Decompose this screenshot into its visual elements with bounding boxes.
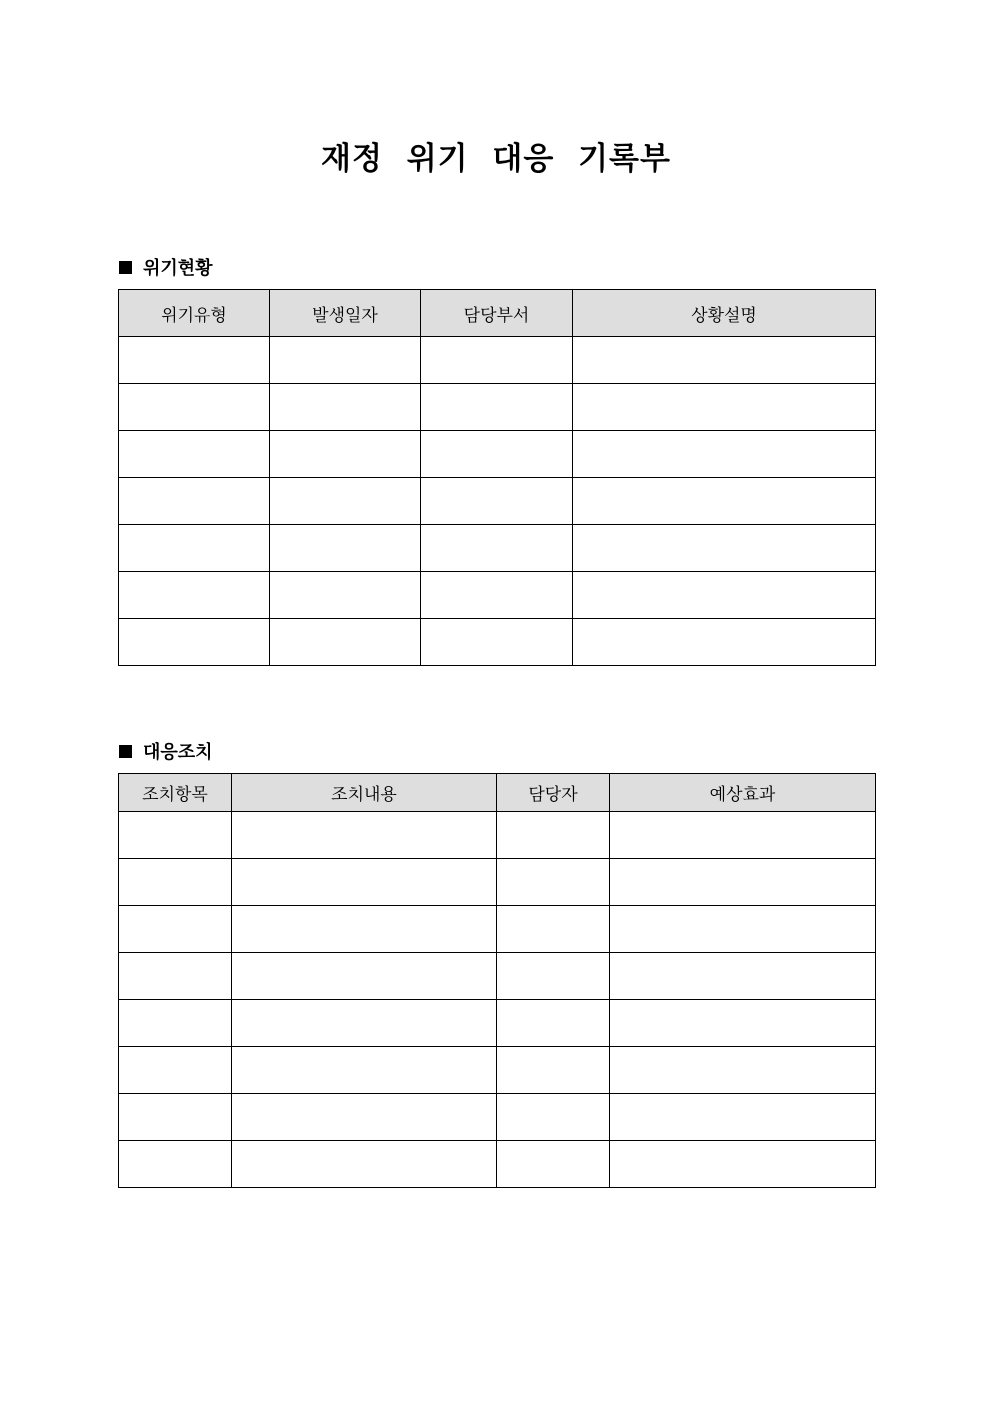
table-cell[interactable] [270,478,421,525]
square-bullet-icon [119,261,132,274]
table-cell[interactable] [270,384,421,431]
column-header-action-item: 조치항목 [119,774,232,812]
table-row [119,1094,876,1141]
table-cell[interactable] [573,619,876,666]
table-cell[interactable] [610,1000,876,1047]
column-header-action-content: 조치내용 [232,774,497,812]
table-cell[interactable] [119,478,270,525]
table-cell[interactable] [610,953,876,1000]
table-row [119,431,876,478]
table-cell[interactable] [232,953,497,1000]
table-cell[interactable] [610,859,876,906]
table-cell[interactable] [232,812,497,859]
table-cell[interactable] [421,525,573,572]
table-cell[interactable] [119,1047,232,1094]
table-cell[interactable] [119,384,270,431]
action-section-title: 대응조치 [143,742,213,763]
table-row [119,619,876,666]
table-cell[interactable] [610,1047,876,1094]
table-cell[interactable] [573,384,876,431]
table-header-row [119,290,876,337]
table-cell[interactable] [232,859,497,906]
table-cell[interactable] [610,1141,876,1188]
table-cell[interactable] [119,619,270,666]
table-cell[interactable] [119,953,232,1000]
table-cell[interactable] [232,1094,497,1141]
table-cell[interactable] [421,431,573,478]
table-cell[interactable] [497,859,610,906]
table-cell[interactable] [232,1141,497,1188]
table-cell[interactable] [421,337,573,384]
table-cell[interactable] [610,1094,876,1141]
table-cell[interactable] [232,906,497,953]
column-header-expected-effect: 예상효과 [610,774,876,812]
crisis-table-body [119,337,876,666]
table-cell[interactable] [119,859,232,906]
column-header-situation-description: 상황설명 [573,290,876,337]
column-header-department: 담당부서 [421,290,573,337]
table-row [119,906,876,953]
table-cell[interactable] [497,1141,610,1188]
table-cell[interactable] [270,337,421,384]
table-cell[interactable] [497,953,610,1000]
table-cell[interactable] [119,337,270,384]
table-row [119,953,876,1000]
table-cell[interactable] [119,431,270,478]
table-cell[interactable] [270,619,421,666]
action-section-heading [119,738,213,764]
table-cell[interactable] [421,572,573,619]
crisis-status-table [118,289,876,666]
table-cell[interactable] [573,572,876,619]
table-cell[interactable] [497,1047,610,1094]
table-cell[interactable] [421,478,573,525]
table-cell[interactable] [119,1141,232,1188]
table-cell[interactable] [497,1000,610,1047]
table-cell[interactable] [119,812,232,859]
table-row [119,572,876,619]
page-title: 재정 위기 대응 기록부 [321,141,671,177]
table-row [119,1000,876,1047]
table-row [119,1141,876,1188]
table-row [119,859,876,906]
table-row [119,337,876,384]
table-cell[interactable] [270,572,421,619]
table-cell[interactable] [497,1094,610,1141]
table-row [119,812,876,859]
table-cell[interactable] [119,525,270,572]
square-bullet-icon [119,745,132,758]
table-cell[interactable] [119,906,232,953]
table-cell[interactable] [119,1094,232,1141]
table-header-row [119,774,876,812]
table-cell[interactable] [573,478,876,525]
table-row [119,478,876,525]
table-cell[interactable] [232,1000,497,1047]
table-row [119,1047,876,1094]
column-header-person-in-charge: 담당자 [497,774,610,812]
table-row [119,384,876,431]
table-cell[interactable] [610,906,876,953]
table-cell[interactable] [421,384,573,431]
table-cell[interactable] [573,337,876,384]
crisis-section-title: 위기현황 [143,258,213,279]
table-cell[interactable] [573,431,876,478]
table-cell[interactable] [232,1047,497,1094]
table-cell[interactable] [270,431,421,478]
table-cell[interactable] [497,812,610,859]
column-header-occurrence-date: 발생일자 [270,290,421,337]
table-row [119,525,876,572]
table-cell[interactable] [497,906,610,953]
table-cell[interactable] [573,525,876,572]
crisis-section-heading [119,254,213,280]
table-cell[interactable] [119,572,270,619]
table-cell[interactable] [119,1000,232,1047]
table-cell[interactable] [421,619,573,666]
action-table-body [119,812,876,1188]
table-cell[interactable] [610,812,876,859]
column-header-crisis-type: 위기유형 [119,290,270,337]
response-action-table [118,773,876,1188]
table-cell[interactable] [270,525,421,572]
